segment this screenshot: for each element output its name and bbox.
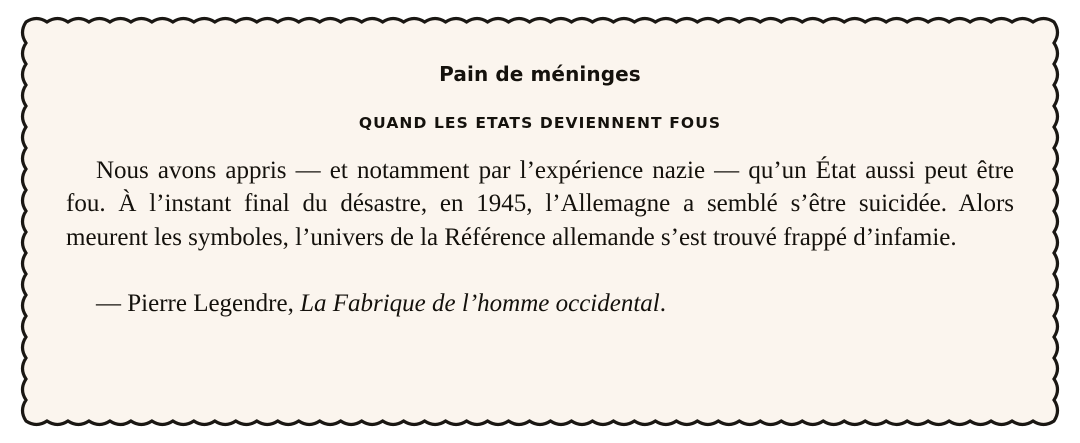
attribution-period: . — [659, 289, 666, 317]
attribution-dash: — — [96, 289, 128, 317]
section-subtitle: QUAND LES ETATS DEVIENNENT FOUS — [358, 114, 722, 132]
attribution-author: Pierre Legendre, — [127, 289, 301, 317]
quote-body: Nous avons appris — et notamment par l’expérience nazie — qu’un État aussi peut être fou. À l’instant final du désastre, en 1945, l’Allemagne a semblé s’être suicidée. Alors meurent les symboles, l’univers de la Référence allemande s’est trouvé frappé d’infamie. — [66, 157, 1014, 251]
page-title: Pain de méninges — [439, 62, 641, 86]
attribution-work-title: La Fabrique de l’homme occidental — [300, 289, 660, 317]
quote-attribution — [66, 288, 1014, 321]
quote-content — [18, 14, 1062, 429]
quote-card — [18, 14, 1062, 429]
